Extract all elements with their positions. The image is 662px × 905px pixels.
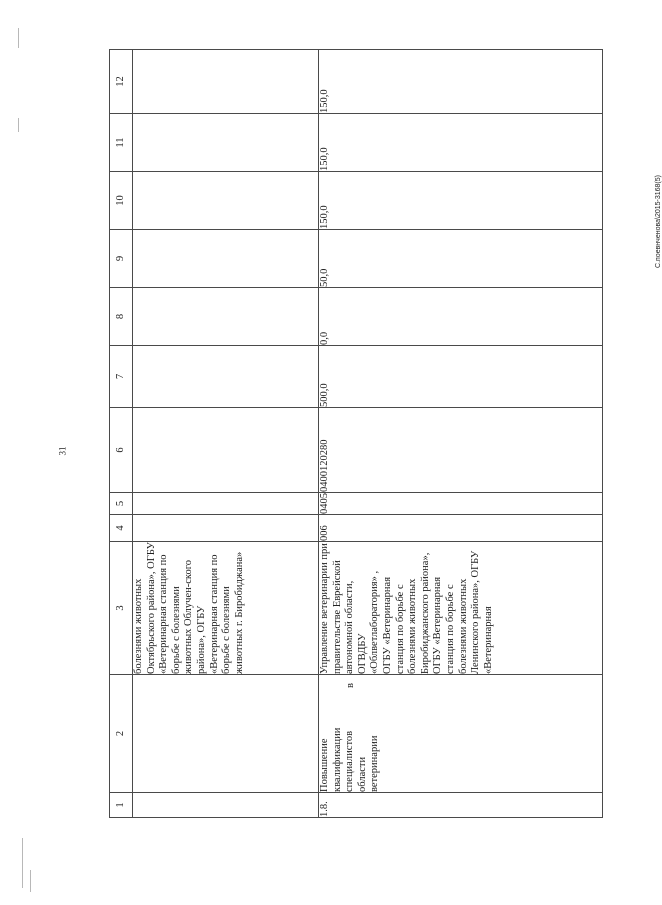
page-number: 31: [57, 446, 68, 456]
cell-y3: 150,0: [319, 172, 603, 230]
cell-y1: [133, 288, 319, 346]
header-col-1: 1: [110, 793, 133, 818]
cell-name: [319, 675, 603, 793]
header-col-6: 6: [110, 408, 133, 493]
program-table: [109, 49, 603, 818]
cell-name: [133, 675, 319, 793]
cell-total: 500,0: [319, 346, 603, 408]
header-col-2: 2: [110, 675, 133, 793]
measure-name: Повышение квалификации специалистов области ветеринарии: [319, 727, 381, 792]
scan-mark: [18, 28, 19, 48]
scan-mark: [30, 870, 31, 892]
cell-y2: [133, 230, 319, 288]
cell-executor: болезнями животных Октябрьского района», ОГБУ «Ветеринарная станция по борьбе с болезнями животных Облучен-ского района», ОГБУ «Ветеринарная станция по борьбе с болезнями животных г. Биробиджана»: [133, 542, 319, 675]
cell-y5: 150,0: [319, 50, 603, 114]
header-col-4: 4: [110, 515, 133, 542]
cell-y5: [133, 50, 319, 114]
rotated-table-container: [109, 50, 603, 818]
cell-total: [133, 346, 319, 408]
header-col-10: 10: [110, 172, 133, 230]
header-col-3: 3: [110, 542, 133, 675]
scan-mark: [18, 118, 19, 132]
header-col-9: 9: [110, 230, 133, 288]
measure-name-in: в: [345, 683, 356, 688]
header-col-5: 5: [110, 493, 133, 515]
cell-y3: [133, 172, 319, 230]
header-col-7: 7: [110, 346, 133, 408]
cell-rzpr: [133, 493, 319, 515]
cell-y4: [133, 114, 319, 172]
cell-y2: 50,0: [319, 230, 603, 288]
cell-y4: 150,0: [319, 114, 603, 172]
cell-rzpr: 0405: [319, 493, 603, 515]
cell-grbs: [133, 515, 319, 542]
table-row-continued: [133, 50, 319, 818]
cell-csr: 0400120280: [319, 408, 603, 493]
header-col-12: 12: [110, 50, 133, 114]
cell-executor: Управление ветеринарии при правительстве Еврейской автономной области, ОГВДБУ «Облветлаборатория» , ОГБУ «Ветеринарная станция по борьбе с болезнями животных Биробиджанского района», ОГБУ «Ветеринарная станция по борьбе с болезнями животных Ленинского района», ОГБУ «Ветеринарная: [319, 542, 603, 675]
scan-mark: [22, 838, 23, 888]
header-row: [110, 50, 133, 818]
cell-y1: 0,0: [319, 288, 603, 346]
table-row-1-8: [319, 50, 603, 818]
cell-grbs: 006: [319, 515, 603, 542]
cell-number: [133, 793, 319, 818]
header-col-8: 8: [110, 288, 133, 346]
cell-number: 1.8.: [319, 793, 603, 818]
cell-csr: [133, 408, 319, 493]
header-col-11: 11: [110, 114, 133, 172]
document-code: С.поевнчeнова\2015-3168(5): [654, 175, 662, 268]
